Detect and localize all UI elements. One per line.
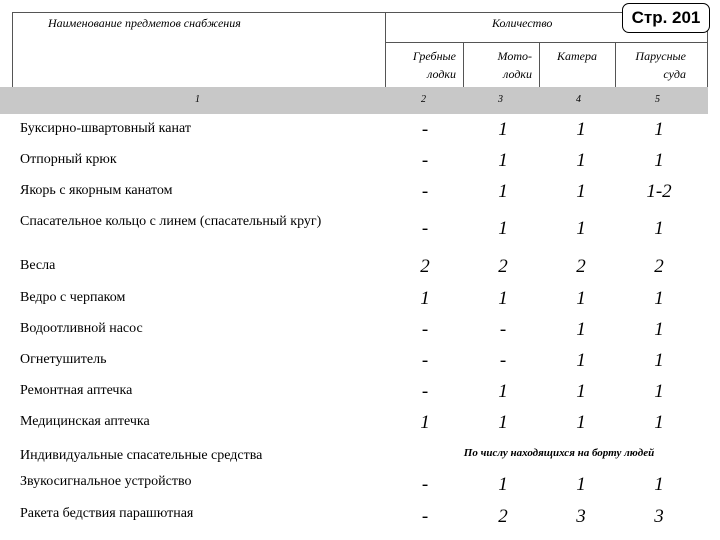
value-motor-boats: - (499, 349, 507, 371)
value-cutters: 3 (576, 506, 586, 527)
value-sailboats: 1 (654, 349, 664, 371)
value-cutters: 1 (576, 473, 586, 495)
table-row (0, 438, 708, 468)
table-row (0, 468, 708, 501)
table-top-border (12, 12, 708, 13)
table-row (0, 376, 708, 407)
value-cutters: 1 (576, 149, 586, 171)
value-motor-boats: 1 (498, 411, 508, 433)
value-rowing-boats: - (421, 473, 429, 495)
row-label: Водоотливной насос (20, 321, 143, 336)
page-number-badge: Стр. 201 (622, 3, 710, 33)
quantity-header: Количество (492, 16, 553, 30)
value-cutters: 2 (576, 256, 586, 277)
value-rowing-boats: 2 (420, 256, 430, 277)
value-sailboats: 1 (654, 380, 664, 402)
value-cutters: 1 (576, 287, 586, 309)
column-number-1: 1 (195, 94, 200, 105)
per-persons-on-board-note: По числу находящихся на борту людей (463, 447, 655, 459)
table-row (0, 145, 708, 176)
table-row (0, 407, 708, 438)
table-row (0, 345, 708, 376)
row-label: Ракета бедствия парашютная (20, 506, 194, 521)
value-sailboats: 1 (654, 149, 664, 171)
value-rowing-boats: - (421, 149, 429, 171)
value-motor-boats: 1 (498, 380, 508, 402)
table-row (0, 283, 708, 314)
value-rowing-boats: 1 (420, 411, 430, 433)
value-motor-boats: 2 (498, 256, 508, 277)
row-label: Индивидуальные спасательные средства (20, 448, 263, 463)
row-label: Ремонтная аптечка (20, 383, 133, 398)
row-label: Отпорный крюк (20, 152, 117, 167)
value-sailboats: 1 (654, 473, 664, 495)
value-motor-boats: 1 (498, 218, 508, 239)
table-row (0, 207, 708, 251)
row-label: Медицинская аптечка (20, 414, 150, 429)
value-sailboats: 2 (654, 256, 664, 277)
subheader-cutters: Катера (557, 49, 597, 63)
value-cutters: 1 (576, 180, 586, 202)
table-row (0, 501, 708, 533)
row-label: Буксирно-швартовный канат (20, 121, 191, 136)
value-sailboats: 1 (654, 318, 664, 340)
value-cutters: 1 (576, 380, 586, 402)
value-rowing-boats: - (421, 218, 429, 239)
quantity-divider (385, 42, 708, 43)
column-number-band (0, 87, 708, 114)
table-row (0, 114, 708, 145)
row-label: Якорь с якорным канатом (20, 183, 173, 198)
value-rowing-boats: - (421, 349, 429, 371)
value-sailboats: 3 (654, 506, 664, 527)
value-rowing-boats: - (421, 380, 429, 402)
value-motor-boats: 1 (498, 180, 508, 202)
value-sailboats: 1 (654, 218, 664, 239)
table-row (0, 176, 708, 207)
value-rowing-boats: - (421, 506, 429, 527)
value-cutters: 1 (576, 349, 586, 371)
value-sailboats: 1-2 (646, 180, 672, 202)
subheader-rowing-boats: Гребные лодки (412, 49, 456, 81)
value-cutters: 1 (576, 318, 586, 340)
table-row (0, 251, 708, 283)
value-motor-boats: 2 (498, 506, 508, 527)
value-cutters: 1 (576, 411, 586, 433)
column-number-2: 2 (421, 94, 426, 105)
table-row (0, 314, 708, 345)
table-left-border (12, 12, 13, 87)
value-rowing-boats: - (421, 180, 429, 202)
subheader-sailboats: Парусные суда (635, 49, 686, 81)
value-sailboats: 1 (654, 411, 664, 433)
value-rowing-boats: - (421, 118, 429, 140)
value-motor-boats: - (499, 318, 507, 340)
column-number-3: 3 (498, 94, 503, 105)
value-rowing-boats: 1 (420, 287, 430, 309)
row-label: Ведро с черпаком (20, 290, 126, 305)
name-column-header: Наименование предметов снабжения (48, 16, 241, 30)
row-label: Весла (20, 258, 56, 273)
row-label: Звукосигнальное устройство (20, 474, 192, 489)
value-sailboats: 1 (654, 118, 664, 140)
row-label: Огнетушитель (20, 352, 107, 367)
subheader-motor-boats: Мото-лодки (497, 49, 532, 81)
value-motor-boats: 1 (498, 287, 508, 309)
value-motor-boats: 1 (498, 473, 508, 495)
table-body (0, 114, 708, 533)
value-motor-boats: 1 (498, 149, 508, 171)
value-rowing-boats: - (421, 318, 429, 340)
value-motor-boats: 1 (498, 118, 508, 140)
value-cutters: 1 (576, 218, 586, 239)
value-cutters: 1 (576, 118, 586, 140)
column-number-5: 5 (655, 94, 660, 105)
column-number-4: 4 (576, 94, 581, 105)
value-sailboats: 1 (654, 287, 664, 309)
row-label: Спасательное кольцо с линем (спасательный круг) (20, 214, 322, 229)
